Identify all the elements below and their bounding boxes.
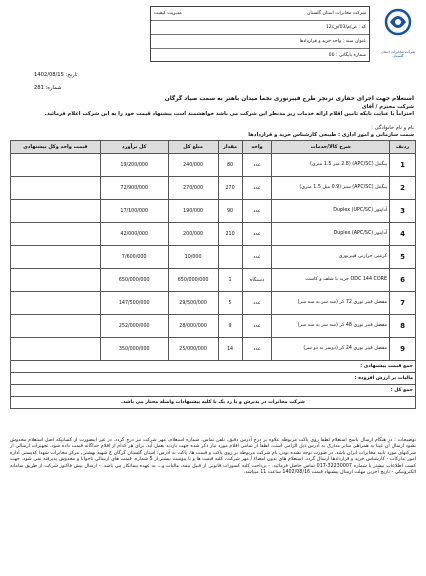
company-logo — [378, 6, 418, 58]
row-quantity: 14 — [218, 338, 242, 361]
table-row — [11, 338, 416, 361]
sum-label: جمع قیمت پیشنهادی : — [11, 361, 416, 373]
row-quantity: 1 — [218, 269, 242, 292]
row-index: 4 — [390, 223, 416, 246]
inquiry-title: استعلام جهت اجرای حفاری ترنچر طرح فیبرنوری نجما میدان باهنر به سمت صیاد گرگان — [164, 96, 414, 102]
row-quantity: 5 — [218, 292, 242, 315]
row-price: 28/000/000 — [168, 315, 218, 338]
col-header-total: کل برآورد — [100, 141, 168, 154]
table-row — [11, 246, 416, 269]
row-price: 10/000 — [168, 246, 218, 269]
row-total: 252/000/000 — [100, 315, 168, 338]
grand-total-label: جمع کل : — [11, 385, 416, 397]
row-offer — [11, 154, 101, 177]
row-offer — [11, 246, 101, 269]
col-header-unit: واحد — [242, 141, 272, 154]
row-unit: عدد — [242, 177, 272, 200]
col-header-offer: قیمت واحد وکل پیشنهادی — [11, 141, 101, 154]
row-total: 72/900/000 — [100, 177, 168, 200]
row-index: 3 — [390, 200, 416, 223]
row-index: 2 — [390, 177, 416, 200]
row-total: 350/000/000 — [100, 338, 168, 361]
form-title: عنوان سند : واحد خرید و قراردادها — [299, 39, 366, 44]
table-row — [11, 292, 416, 315]
document-number: شماره: 281 — [34, 85, 62, 91]
row-quantity — [218, 246, 242, 269]
row-unit: عدد — [242, 200, 272, 223]
row-index: 5 — [390, 246, 416, 269]
vat-label: مالیات بر ارزش افزوده : — [11, 373, 416, 385]
row-offer — [11, 200, 101, 223]
form-code: کد : ص/م/03/ف/12 — [325, 25, 366, 30]
table-header-row — [11, 141, 416, 154]
row-quantity: 80 — [218, 154, 242, 177]
row-unit: عدد — [242, 292, 272, 315]
row-description: مفصل فیبر نوری 24 کر (دوسر به دو سر) — [272, 338, 390, 361]
row-total: 42/000/000 — [100, 223, 168, 246]
row-price: 650/000/000 — [168, 269, 218, 292]
row-description: مفصل فیبر نوری 72 کر (سه سر به سه سر) — [272, 292, 390, 315]
table-footnote: شرکت مخابرات در پذیرش و یا رد یک یا کلیه پیشنهادات واصله مختار می باشد. — [11, 397, 416, 409]
row-offer — [11, 177, 101, 200]
row-description: آداپتور (Duplex (UPC/SC — [272, 200, 390, 223]
row-price: 29/500/000 — [168, 292, 218, 315]
row-offer — [11, 315, 101, 338]
row-total: 147/500/000 — [100, 292, 168, 315]
row-unit: عدد — [242, 246, 272, 269]
col-header-index: ردیف — [390, 141, 416, 154]
logo-text: شرکت مخابرات استان گلستان — [380, 50, 416, 58]
row-description: پیگتیل (APC/SC) سبز (0.9 میل 1.5 متری) — [272, 177, 390, 200]
row-index: 8 — [390, 315, 416, 338]
row-offer — [11, 338, 101, 361]
row-index: 7 — [390, 292, 416, 315]
table-row — [11, 200, 416, 223]
notes-text: توضیحات : در هنگام ارسال پاسخ استعلام لطفا روی پاکت مربوطه علاوه بر درج آدرس دقیق، تلفن تماس، شماره استعلام، مهر شرکت نیز درج گردد. در غیر اینصورت از کسانیکه اصل استعلام مخدوش نشود ارسال آن عینا به همراهی سایر مدارک به آدرس ذیل الزامی است. لطفاً از تمامی اقلام مورد نیاز ذکر شده جهت بازدید بعمل آید. برای هر کدام از اقلام جداگانه قیمت داده شود. تجهیزات ارسالی از شرکتهای مورد تایید مخابرات ایران باشد. در صورت توجه نشده بودن نام شرکت مربوطه بر روی پاکت و قیمت ها، پاکت به آدرس: استان گلستان گرگان خ شهید بهشتی، مرکز مخابرات شهدا کدپستی اداره امور تدارکات - کارشناس خرید و قراردادها ارسال گردد. استعلام های بدون امضاء / مهر شرکت، کلیه قیمت ها و با پیوست بیشتر از 5 شماره، قیمت های ارسالی ناخوانا و مخدوش پذیرفته نمی شود. جهت کسب اطلاعات بیشتر با شماره 32230007-017 تماس حاصل فرمائید. - پرداخت کلیه کسورات قانونی از قبیل بیمه، مالیات و... به عهده پیمانکار می باشد. - ارسال پیش فاکتور شرکت از طریق سامانه الکترونیکی - تاریخ آخرین مهلت ارسال پیشنهاد قیمت 1402/08/16 ساعت 11 میباشد. — [10, 438, 416, 476]
col-header-quantity: مقدار — [218, 141, 242, 154]
row-index: 6 — [390, 269, 416, 292]
table-row — [11, 223, 416, 246]
row-total: 19/200/000 — [100, 154, 168, 177]
company-name: شرکت مخابرات استان گلستان — [307, 11, 366, 16]
row-description: کرمپی حرارتی فیبرنوری — [272, 246, 390, 269]
row-quantity: 90 — [218, 200, 242, 223]
table-row — [11, 177, 416, 200]
document-header — [150, 6, 370, 62]
row-price: 190/000 — [168, 200, 218, 223]
row-unit: عدد — [242, 154, 272, 177]
row-unit: عدد — [242, 315, 272, 338]
row-description: مفصل فیبر نوری 48 کر (سه سر به سه سر) — [272, 315, 390, 338]
row-price: 200/000 — [168, 223, 218, 246]
row-total: 17/100/000 — [100, 200, 168, 223]
row-price: 270/000 — [168, 177, 218, 200]
row-description: پیگتیل (APC/SC) (2.8 متر 1.5 متری) — [272, 154, 390, 177]
table-row — [11, 315, 416, 338]
row-total: 650/000/000 — [100, 269, 168, 292]
salutation: شرکت محترم / آقای — [361, 104, 414, 110]
items-table — [10, 140, 416, 409]
signature-role: نام و نام خانوادگی : — [371, 125, 414, 131]
row-price: 25/000/000 — [168, 338, 218, 361]
col-header-price: مبلغ کل — [168, 141, 218, 154]
row-price: 240/000 — [168, 154, 218, 177]
row-quantity: 270 — [218, 177, 242, 200]
org-unit: سمت سازمانی و امور اداری : طیبعی کارشناس خرید و قراردادها — [248, 132, 414, 138]
row-offer — [11, 223, 101, 246]
row-offer — [11, 269, 101, 292]
row-unit: دستگاه — [242, 269, 272, 292]
greeting-text: احتراماً با عنایت بایکه تامین اقلام ارائه خدمات زیر مدنظر این شرکت می باشد خواهشمند است پیشنهاد قیمت خود را به این شرکت اعلام فرمائید. — [44, 111, 414, 117]
table-row — [11, 154, 416, 177]
row-offer — [11, 292, 101, 315]
row-description: آداپتور (Duplex (APC/SC — [272, 223, 390, 246]
archive-number: شماره بایگانی : 00 — [328, 53, 366, 58]
row-unit: عدد — [242, 223, 272, 246]
row-quantity: 9 — [218, 315, 242, 338]
row-index: 1 — [390, 154, 416, 177]
row-unit: عدد — [242, 338, 272, 361]
table-row — [11, 269, 416, 292]
row-index: 9 — [390, 338, 416, 361]
row-quantity: 210 — [218, 223, 242, 246]
document-date: تاریخ: 1402/08/15 — [34, 72, 78, 78]
col-header-description: شرح کالا/خدمات — [272, 141, 390, 154]
row-description: ODC 144 CORE خرید با شلف و کاست — [272, 269, 390, 292]
row-total: 7/600/000 — [100, 246, 168, 269]
department: مدیریت کیفیت — [154, 11, 182, 16]
